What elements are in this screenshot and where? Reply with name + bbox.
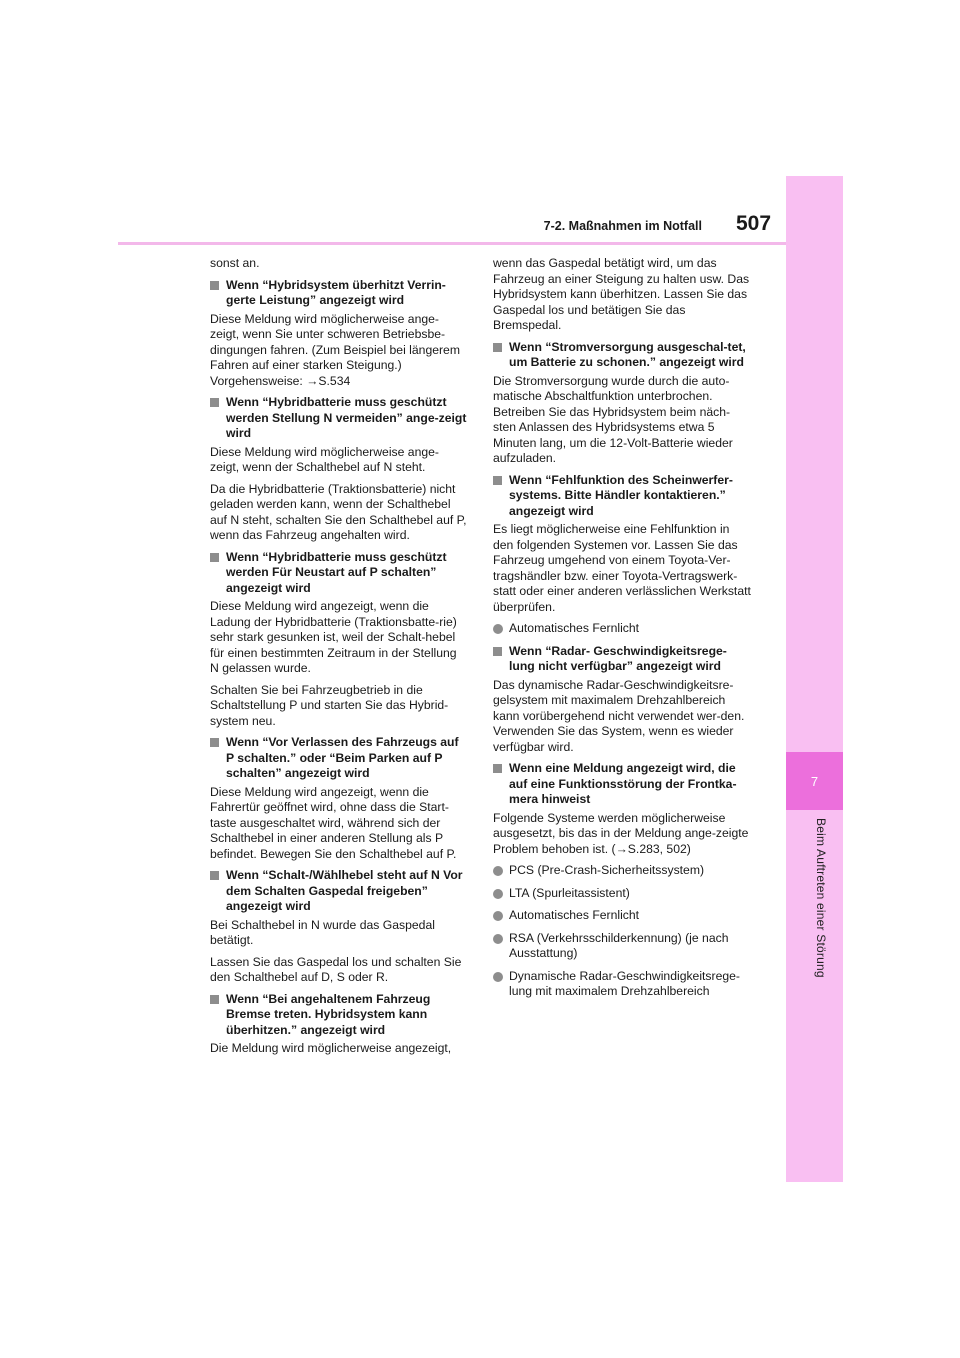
header-rule bbox=[118, 242, 786, 245]
text: Folgende Systeme werden möglicherweise ausgesetzt, bis das in der Meldung ange-zeigte Problem behoben ist. (→S.283, 502) bbox=[493, 810, 749, 856]
text: Wenn “Hybridsystem überhitzt Verrin-gerte Leistung” angezeigt wird bbox=[226, 277, 446, 307]
body-paragraph bbox=[210, 918, 468, 949]
text: Diese Meldung wird angezeigt, wenn die Ladung der Hybridbatterie (Traktionsbatte-rie) sehr stark gesunken ist, weil der Schalt-hebel für einen bestimmten Zeitraum in der Stellung N gelassen wurde. bbox=[210, 599, 457, 675]
text: sonst an. bbox=[210, 256, 260, 270]
body-paragraph bbox=[210, 312, 468, 390]
right-column bbox=[493, 256, 751, 1007]
body-paragraph bbox=[493, 811, 751, 858]
square-bullet-icon bbox=[493, 476, 502, 485]
body-paragraph bbox=[210, 955, 468, 986]
section-heading bbox=[493, 473, 751, 520]
text: Da die Hybridbatterie (Traktionsbatterie) nicht geladen werden kann, wenn der Schalthebel auf N steht, schalten Sie den Schalthebel auf P, wenn das Fahrzeug angehalten wird. bbox=[210, 481, 467, 542]
body-paragraph bbox=[493, 256, 751, 334]
text: Automatisches Fernlicht bbox=[509, 908, 640, 922]
bullet-item bbox=[493, 863, 751, 879]
square-bullet-icon bbox=[493, 647, 502, 656]
text: Lassen Sie das Gaspedal los und schalten Sie den Schalthebel auf D, S oder R. bbox=[210, 954, 462, 984]
body-paragraph bbox=[210, 683, 468, 730]
round-bullet-icon bbox=[493, 866, 503, 876]
round-bullet-icon bbox=[493, 934, 503, 944]
text: Schalten Sie bei Fahrzeugbetrieb in die Schaltstellung P und starten Sie das Hybrid-system neu. bbox=[210, 682, 449, 728]
text: RSA (Verkehrsschilderkennung) (je nach Ausstattung) bbox=[509, 930, 729, 960]
page-number: 507 bbox=[736, 212, 772, 235]
body-paragraph bbox=[210, 785, 468, 863]
chapter-number-tab[interactable] bbox=[786, 752, 843, 810]
body-paragraph bbox=[210, 1041, 468, 1057]
text: Wenn “Fehlfunktion des Scheinwerfer-systems. Bitte Händler kontaktieren.” angezeigt wird bbox=[509, 472, 733, 518]
bullet-item bbox=[493, 969, 751, 1000]
body-paragraph bbox=[493, 678, 751, 756]
text: Wenn “Hybridbatterie muss geschützt werden Für Neustart auf P schalten” angezeigt wird bbox=[226, 549, 447, 595]
text: Es liegt möglicherweise eine Fehlfunktion in den folgenden Systemen vor. Lassen Sie das Fahrzeug umgehend von einem Toyota-Ver-tragshändler bzw. einer Toyota-Vertragswerk-statt oder einer anderen verlässlichen Werkstatt überprüfen. bbox=[493, 522, 751, 614]
text: Dynamische Radar-Geschwindigkeitsrege-lung mit maximalem Drehzahlbereich bbox=[509, 968, 740, 998]
section-heading bbox=[493, 340, 751, 371]
text: Wenn eine Meldung angezeigt wird, die auf eine Funktionsstörung der Frontka-mera hinweist bbox=[509, 761, 737, 806]
text: Bei Schalthebel in N wurde das Gaspedal betätigt. bbox=[210, 917, 435, 947]
section-heading bbox=[210, 735, 468, 782]
section-heading bbox=[210, 868, 468, 915]
text: LTA (Spurleitassistent) bbox=[509, 885, 630, 900]
left-column bbox=[210, 256, 468, 1063]
bullet-item bbox=[493, 931, 751, 962]
text: Diese Meldung wird möglicherweise ange-zeigt, wenn der Schalthebel auf N steht. bbox=[210, 444, 439, 474]
chapter-label: Beim Auftreten einer Störung bbox=[814, 818, 828, 978]
section-heading bbox=[210, 550, 468, 597]
body-paragraph bbox=[210, 482, 468, 544]
text: Wenn “Radar- Geschwindigkeitsrege-lung nicht verfügbar” angezeigt wird bbox=[509, 643, 727, 673]
text: Die Meldung wird möglicherweise angezeigt, bbox=[210, 1041, 452, 1055]
bullet-item bbox=[493, 908, 751, 924]
body-paragraph bbox=[493, 522, 751, 615]
section-heading bbox=[493, 644, 751, 675]
section-heading bbox=[210, 992, 468, 1039]
text: Automatisches Fernlicht bbox=[509, 621, 640, 635]
square-bullet-icon bbox=[210, 553, 219, 562]
section-heading bbox=[493, 761, 751, 808]
body-paragraph bbox=[210, 256, 468, 272]
text: Die Stromversorgung wurde durch die auto-matische Abschaltfunktion unterbrochen. Betreiben Sie das Hybridsystem beim näch-sten Anlassen des Hybridsystems etwa 5 Minuten lang, um die 12-Volt-Batterie wieder aufzuladen. bbox=[493, 373, 733, 465]
text: Wenn “Hybridbatterie muss geschützt werden Stellung N vermeiden” ange-zeigt wird bbox=[226, 395, 467, 440]
body-paragraph bbox=[493, 374, 751, 467]
round-bullet-icon bbox=[493, 624, 503, 634]
text: Wenn “Bei angehaltenem Fahrzeug Bremse treten. Hybridsystem kann überhitzen.” angezeigt wird bbox=[226, 991, 431, 1037]
chapter-tab-bar bbox=[786, 176, 843, 1182]
text: Diese Meldung wird möglicherweise ange-zeigt, wenn Sie unter schweren Betriebsbe-dingungen fahren. (Zum Beispiel bei längerem Fahren auf einer starken Steigung.) Vorgehensweise: →S.534 bbox=[210, 311, 460, 388]
bullet-item bbox=[493, 621, 751, 637]
square-bullet-icon bbox=[493, 343, 502, 352]
section-heading bbox=[210, 278, 468, 309]
text: PCS (Pre-Crash-Sicherheitssystem) bbox=[509, 863, 705, 877]
text: Diese Meldung wird angezeigt, wenn die Fahrertür geöffnet wird, ohne dass die Start-taste ausgeschaltet wird, während sich der Schalthebel in einer anderen Stellung als P befindet. Bewegen Sie den Schalthebel auf P. bbox=[210, 784, 457, 861]
text: wenn das Gaspedal betätigt wird, um das Fahrzeug an einer Steigung zu halten usw. Das Hybridsystem kann überhitzen. Lassen Sie das Gaspedal los und betätigen Sie das Bremspedal. bbox=[493, 256, 750, 332]
square-bullet-icon bbox=[210, 281, 219, 290]
square-bullet-icon bbox=[493, 764, 502, 773]
square-bullet-icon bbox=[210, 871, 219, 880]
body-paragraph bbox=[210, 445, 468, 476]
text: Das dynamische Radar-Geschwindigkeitsre-gelsystem mit maximalem Drehzahlbereich kann vorübergehend nicht verwendet wer-den. Verwenden Sie das System, wenn es wieder verfügbar wird. bbox=[493, 677, 745, 754]
section-heading bbox=[210, 395, 468, 442]
round-bullet-icon bbox=[493, 889, 503, 899]
text: Wenn “Schalt-/Wählhebel steht auf N Vor dem Schalten Gaspedal freigeben” angezeigt wird bbox=[226, 868, 463, 913]
square-bullet-icon bbox=[210, 738, 219, 747]
body-paragraph bbox=[210, 599, 468, 677]
square-bullet-icon bbox=[210, 995, 219, 1004]
text: Wenn “Stromversorgung ausgeschal-tet, um Batterie zu schonen.” angezeigt wird bbox=[509, 339, 746, 369]
chapter-number: 7 bbox=[810, 773, 819, 789]
section-title: 7-2. Maßnahmen im Notfall bbox=[543, 219, 702, 233]
round-bullet-icon bbox=[493, 911, 503, 921]
round-bullet-icon bbox=[493, 972, 503, 982]
text: Wenn “Vor Verlassen des Fahrzeugs auf P schalten.” oder “Beim Parken auf P schalten” angezeigt wird bbox=[226, 735, 459, 780]
bullet-item bbox=[493, 886, 751, 902]
square-bullet-icon bbox=[210, 398, 219, 407]
